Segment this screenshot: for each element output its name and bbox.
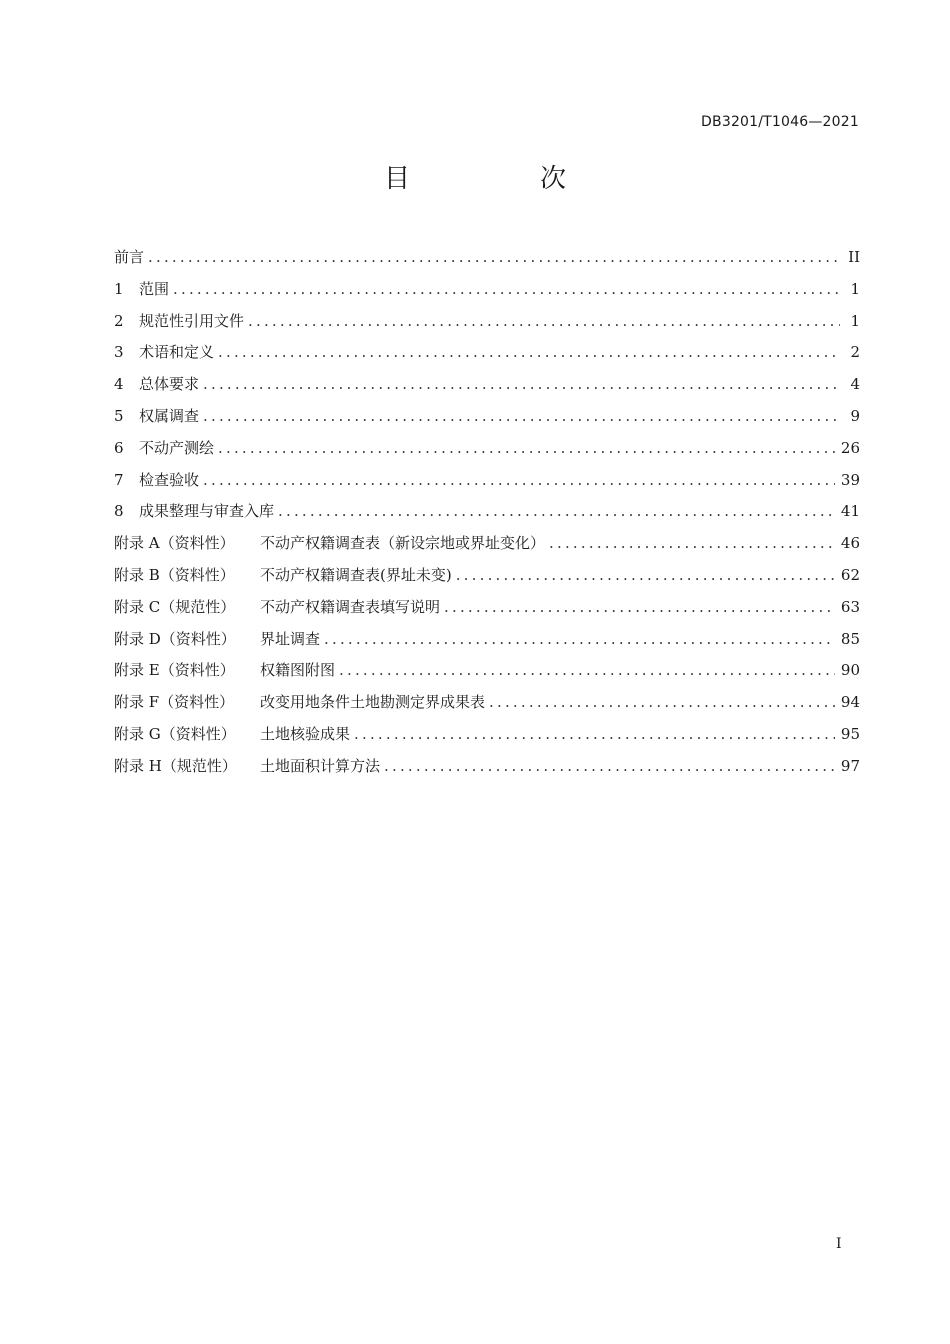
- toc-entry-title: 不动产权籍调查表(界址未变): [260, 565, 452, 584]
- toc-entry-title: 土地面积计算方法: [260, 756, 381, 775]
- toc-entry-title: 土地核验成果: [260, 724, 351, 743]
- dot-leader: [324, 624, 835, 656]
- toc-entry-5[interactable]: [114, 401, 860, 433]
- dot-leader: [444, 592, 835, 624]
- dot-leader: [354, 719, 835, 751]
- toc-entry-appendix-a[interactable]: [114, 528, 860, 560]
- toc-entry-page: 41: [840, 502, 860, 521]
- dot-leader: [384, 751, 835, 783]
- dot-leader: [489, 687, 835, 719]
- toc-entry-number: 附录 D（资料性）: [114, 629, 236, 648]
- toc-entry-title: 不动产权籍调查表填写说明: [260, 597, 441, 616]
- toc-entry-2[interactable]: [114, 306, 860, 338]
- toc-entry-page: 9: [850, 406, 860, 425]
- dot-leader: [339, 655, 835, 687]
- page-number: I: [836, 1236, 842, 1252]
- toc-entry-page: 1: [850, 311, 860, 330]
- toc-entry-appendix-c[interactable]: [114, 592, 860, 624]
- toc-entry-page: 39: [840, 470, 860, 489]
- toc-entry-page: 85: [840, 629, 860, 648]
- toc-entry-7[interactable]: [114, 465, 860, 497]
- dot-leader: [218, 337, 840, 369]
- toc-entry-appendix-e[interactable]: [114, 655, 860, 687]
- toc-entry-number: 附录 H（规范性）: [114, 756, 237, 775]
- toc-entry-number: 附录 F（资料性）: [114, 693, 235, 712]
- toc-entry-number: 4: [114, 375, 124, 394]
- toc-entry-page: 95: [840, 724, 860, 743]
- toc-entry-title: 权籍图附图: [260, 661, 336, 680]
- toc-entry-number: 5: [114, 406, 124, 425]
- toc-entry-number: 6: [114, 438, 124, 457]
- toc-entry-title: 改变用地条件土地勘测定界成果表: [260, 693, 486, 712]
- dot-leader: [203, 465, 835, 497]
- toc-entry-title: 界址调查: [260, 629, 321, 648]
- toc-entry-page: 97: [840, 756, 860, 775]
- dot-leader: [203, 401, 840, 433]
- toc-entry-4[interactable]: [114, 369, 860, 401]
- toc-entry-title: 不动产权籍调查表（新设宗地或界址变化）: [260, 534, 546, 553]
- toc-entry-number: 7: [114, 470, 124, 489]
- dot-leader: [248, 306, 840, 338]
- toc-entry-number: 附录 A（资料性）: [114, 534, 235, 553]
- toc-entry-number: 附录 G（资料性）: [114, 724, 236, 743]
- toc-entry-number: 附录 B（资料性）: [114, 565, 235, 584]
- toc-entry-title: 规范性引用文件: [139, 311, 245, 330]
- toc-entry-appendix-g[interactable]: [114, 719, 860, 751]
- dot-leader: [173, 274, 840, 306]
- toc-entry-page: 4: [850, 375, 860, 394]
- toc-entry-page: 1: [850, 279, 860, 298]
- toc-entry-page: 63: [840, 597, 860, 616]
- document-code: DB3201/T1046—2021: [701, 114, 859, 130]
- toc-entry-8[interactable]: [114, 496, 860, 528]
- dot-leader: [456, 560, 835, 592]
- toc-entry-number: 1: [114, 279, 124, 298]
- dot-leader: [203, 369, 840, 401]
- toc-entry-page: II: [848, 248, 860, 266]
- toc-entry-appendix-d[interactable]: [114, 624, 860, 656]
- toc-entry-title: 前言: [114, 248, 145, 266]
- toc-entry-page: 62: [840, 565, 860, 584]
- toc-title: 目 次: [383, 164, 618, 194]
- dot-leader: [278, 496, 835, 528]
- toc-entry-appendix-h[interactable]: [114, 751, 860, 783]
- toc-entry-foreword[interactable]: [114, 242, 860, 274]
- toc-entry-page: 26: [840, 438, 860, 457]
- toc-entry-number: 2: [114, 311, 124, 330]
- toc-entry-page: 90: [840, 661, 860, 680]
- toc-entry-appendix-b[interactable]: [114, 560, 860, 592]
- toc-entry-title: 成果整理与审查入库: [139, 502, 275, 521]
- toc-entry-page: 46: [840, 534, 860, 553]
- toc-entry-title: 检查验收: [139, 470, 200, 489]
- toc-entry-number: 8: [114, 502, 124, 521]
- toc-entry-3[interactable]: [114, 337, 860, 369]
- toc-entry-title: 不动产测绘: [139, 438, 215, 457]
- toc-entry-number: 附录 E（资料性）: [114, 661, 235, 680]
- toc-entry-title: 权属调查: [139, 406, 200, 425]
- toc-entry-1[interactable]: [114, 274, 860, 306]
- toc-entry-page: 2: [850, 343, 860, 362]
- toc-entry-title: 总体要求: [139, 375, 200, 394]
- dot-leader: [549, 528, 835, 560]
- dot-leader: [218, 433, 835, 465]
- toc-entry-number: 3: [114, 343, 124, 362]
- toc-entry-title: 术语和定义: [139, 343, 215, 362]
- table-of-contents: [114, 242, 860, 783]
- toc-entry-page: 94: [840, 693, 860, 712]
- toc-entry-title: 范围: [139, 279, 170, 298]
- toc-entry-appendix-f[interactable]: [114, 687, 860, 719]
- dot-leader: [148, 242, 840, 274]
- toc-entry-number: 附录 C（规范性）: [114, 597, 236, 616]
- toc-entry-6[interactable]: [114, 433, 860, 465]
